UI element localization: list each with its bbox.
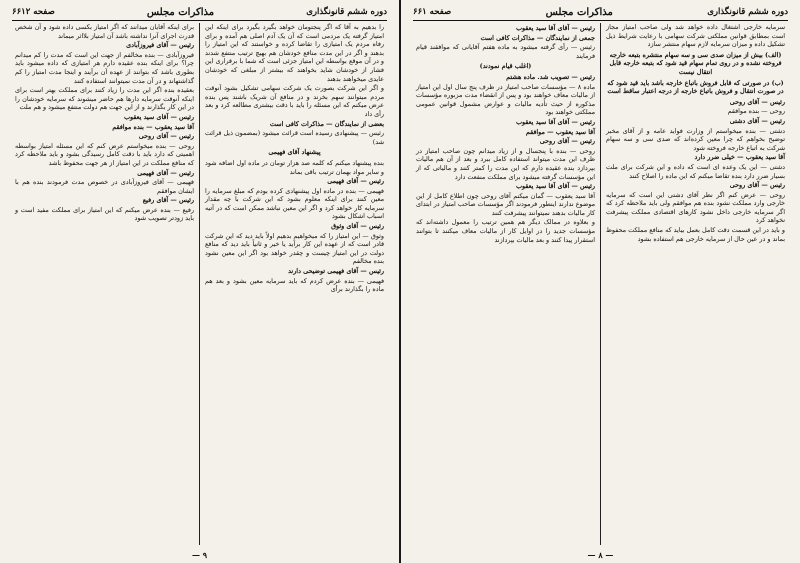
left-page-footer: ۹ — — [191, 550, 208, 560]
left-page-column-left — [10, 23, 200, 545]
transcript-paragraph: دشتی — این یک وعده ای است که داده و این شرکت برای ملت بسیار ضرر دارد بنده تقاضا میکنم که این ماده را اصلاح کنند — [606, 162, 785, 180]
transcript-paragraph: رئیس — آقای روحی — [138, 132, 194, 141]
transcript-paragraph: سرمایه خارجی اشتغال داده خواهد شد ولی صاحب امتیاز مجاز است بمطابق قوانین مملکتی شرکت سهامی با رعایت شرایط ذیل تشکیل داده و میزان سرمایه لازم سهام منتشر سازد — [606, 23, 785, 49]
transcript-paragraph: دشتی — بنده میخواستم از وزارت فواید عامه و از آقای مخبر توضیح بخواهم که چرا معین کرده‌اند که صدی سی و سه سهام شرکت به اتباع خارجه فروخته شود — [606, 126, 785, 152]
transcript-paragraph: رئیس — آقای روحی — [729, 97, 785, 106]
transcript-paragraph: رئیس — آقای فهیمی — [327, 177, 384, 186]
transcript-paragraph: (ب) در صورتی که قابل فروش باتباع خارجه باشد باید قید شود که در صورت انتقال و فروش باتباع خارجه از درجه اعتبار ساقط است — [607, 78, 784, 96]
transcript-paragraph: جمعی از نمایندگان — مذاکرات کافی است — [480, 33, 595, 42]
left-page — [0, 0, 399, 563]
transcript-paragraph: پیشنهاد آقای فهیمی — [268, 148, 321, 157]
right-page-session: دوره ششم قانونگذاری — [707, 7, 788, 17]
transcript-paragraph: روحی — بنده موافقم — [727, 107, 785, 116]
transcript-paragraph: فهیمی — آقای فیروزآبادی در خصوص مدت فرمودند بنده هم با ایشان موافقم — [15, 178, 194, 195]
transcript-paragraph: رئیس — آقای سید یعقوب — [123, 112, 194, 121]
transcript-paragraph: رئیس — آقای رفیع — [142, 196, 194, 205]
transcript-paragraph: بعضی از نمایندگان — مذاکرات کافی است — [269, 119, 384, 128]
transcript-paragraph: رئیس — تصویب شد. ماده هشتم — [506, 72, 595, 81]
transcript-paragraph: (اغلب قیام نمودند) — [479, 62, 532, 71]
left-page-columns — [10, 23, 389, 545]
transcript-paragraph: رئیس — آقای دشتی — [729, 116, 785, 125]
right-page-footer: — ۸ — — [587, 550, 614, 560]
right-page-title: مذاکرات مجلس — [545, 6, 613, 18]
left-page-session: دوره ششم قانونگذاری — [306, 7, 387, 17]
left-page-header — [12, 4, 387, 21]
right-page — [401, 0, 800, 563]
transcript-paragraph: رئیس — آقای وثوق — [331, 222, 384, 231]
transcript-paragraph: بعقیده بنده اگر این مدت را زیاد کنند برای مملکت بهتر است برای اینکه آنوقت سرمایه دارها هم حاضر میشوند که سرمایه خودشان را در این کار بگذارند و از این جهت هم دولت منتفع میشود و هم ملت — [15, 86, 194, 112]
transcript-paragraph: رئیس — آقای فهیمی توضیحی دارند — [288, 267, 384, 276]
left-page-column-right — [200, 23, 389, 545]
transcript-paragraph: رئیس — آقای فیروزآبادی — [126, 41, 194, 50]
right-page-columns — [411, 23, 790, 545]
transcript-paragraph: را بدهیم به آقا که اگر پنجتومان خواهد بگیرد بگیرد برای اینکه این امتیاز گرفته یک مردمی است که آن یک آدم اصلی هم آمده و برای رفاه مردم یک امتیازی را تقاضا کرده و خواستند که این امتیاز را بدهند و اگر در این مدت منافع خودشان هم بهیچ ترتیب منتفع شدند و در آن موقع بواسطه این امتیاز جزئی است که شما با برقراری این فشار از خودشان شاید بخواهند که بیشتر از مبلغی که خودشان عایدی میخواهند بدهند — [205, 23, 384, 83]
transcript-paragraph: آقا سید یعقوب — خیلی ضرر دارد — [694, 153, 785, 162]
transcript-paragraph: رفیع — بنده عرض میکنم که این امتیاز برای مملکت مفید است و باید زودتر تصویب شود — [15, 205, 194, 223]
transcript-paragraph: آقا سید یعقوب — گمان میکنم آقای روحی چون اطلاع کامل از این موضوع ندارند اینطور فرمودند اگر مؤسسات صاحب امتیاز در ابتدای کار مالیات بدهند نمیتوانند پیشرفت کنند — [416, 191, 595, 217]
transcript-paragraph: روحی — بنده با پنجسال و از زیاد میدانم چون صاحب امتیاز در ظرف این مدت میتواند استفاده کامل ببرد و بعد از آن هم مالیات بپردازد بنده عقیده دارم که این مدت را کمتر کنند و مالیاتی که از این مؤسسات گرفته میشود برای مملکت منفعت دارد — [416, 146, 595, 181]
transcript-paragraph: فهیمی — بنده در ماده اول پیشنهادی کرده بودم که مبلغ سرمایه را معین کنند برای اینکه معلوم بشود که این شرکت با چه مقدار سرمایه کار خواهد کرد و اگر این معین نباشد ممکن است که در آتیه اسباب اشکال بشود — [205, 186, 384, 221]
transcript-paragraph: برای اینکه آقایان میدانند که اگر امتیاز بکسی داده شود و آن شخص قدرت اجرای آنرا نداشته باشد آن امتیاز بلااثر میماند — [15, 23, 194, 40]
transcript-paragraph: و اگر این شرکت بصورت یک شرکت سهامی تشکیل بشود آنوقت مردم میتوانند سهم بخرند و در منافع آن شریک باشند پس بنده عرض میکنم که این مسئله را باید با دقت بیشتری مطالعه کرد و بعد رأی داد — [205, 84, 384, 118]
right-page-header — [413, 4, 788, 21]
transcript-paragraph: رئیس — آقای فهیمی — [137, 168, 194, 177]
transcript-paragraph: آقا سید یعقوب — بنده موافقم — [112, 122, 194, 131]
transcript-paragraph: رئیس — آقای آقا سید یعقوب — [515, 117, 595, 126]
transcript-paragraph: رئیس — آقای آقا سید یعقوب — [515, 24, 595, 32]
left-page-title: مذاکرات مجلس — [146, 6, 215, 18]
transcript-paragraph: روحی — عرض کنم اگر نظر آقای دشتی این است که سرمایه خارجی وارد مملکت نشود بنده هم موافقم ولی باید ملاحظه کرد که اگر سرمایه خارجی داخل نشود کارهای اقتصادی مملکت پیشرفت نخواهد کرد — [606, 190, 785, 225]
right-page-column-left — [411, 23, 601, 545]
transcript-paragraph: بنده پیشنهاد میکنم که کلمه صد هزار تومان در ماده اول اضافه شود و سایر مواد بهمان ترتیب باقی بماند — [205, 158, 384, 176]
transcript-paragraph: ماده ۸ — مؤسسات صاحب امتیاز در ظرف پنج سال اول این امتیاز از مالیات معاف خواهند بود و پس از انقضاء مدت مزبوره مؤسسات مذکوره از حیث تأدیه مالیات و عوارض مشمول قوانین عمومی مملکتی خواهند بود — [416, 82, 595, 117]
transcript-paragraph: و باید در این قسمت دقت کامل بعمل بیاید که منافع مملکت محفوظ بماند و در عین حال از سرمایه خارجی هم استفاده بشود — [606, 226, 785, 243]
transcript-paragraph: رئیس — آقای آقا سید یعقوب — [515, 182, 595, 191]
transcript-paragraph: روحی — بنده میخواستم عرض کنم که این مسئله امتیاز بواسطه اهمیتی که دارد باید با دقت کامل رسیدگی بشود و باید ملاحظه کرد که منافع مملکت در این امتیاز از هر جهت محفوظ باشد — [15, 141, 194, 167]
transcript-paragraph: رئیس — آقای روحی — [729, 181, 785, 190]
right-page-column-right — [601, 23, 790, 545]
right-page-number: صفحه ۶۶۱ — [413, 7, 452, 17]
left-page-number: صفحه ۶۶۱۲ — [12, 7, 55, 17]
transcript-paragraph: (الف) بیش از میزان صدی سی و سه سهام منتشره بتبعه خارجه فروخته نشده و در روی تمام سهام قید شود که بتبعه خارجه قابل انتقال نیست — [609, 50, 782, 76]
transcript-paragraph: آقا سید یعقوب — موافقم — [525, 127, 595, 136]
transcript-paragraph: رئیس — رأی گرفته میشود به ماده هفتم آقایانی که موافقند قیام فرمایند — [416, 43, 595, 60]
transcript-paragraph: رئیس — پیشنهادی رسیده است قرائت میشود (بمضمون ذیل قرائت شد) — [205, 129, 384, 146]
transcript-paragraph: رئیس — آقای روحی — [539, 137, 595, 146]
transcript-paragraph: فهیمی — بنده عرض کردم که باید سرمایه معین بشود و بعد هم ماده را بگذارند برأی — [205, 276, 384, 294]
transcript-paragraph: وثوق — این امتیاز را که میخواهیم بدهیم اولاً باید دید که این شرکت قادر است که از عهده این کار برآید یا خیر و ثانیاً باید دید که منافع دولت در این امتیاز چیست و چقدر خواهد بود اگر این معین نشود بنده مخالفم — [205, 231, 384, 266]
transcript-paragraph: و بعلاوه در ممالک دیگر هم همین ترتیب را معمول داشته‌اند که مؤسسات جدید را در اوایل کار از مالیات معاف میکنند تا بتوانند استقرار پیدا کنند و بعد مالیات بپردازند — [416, 218, 595, 244]
transcript-paragraph: فیروزآبادی — بنده مخالفم از جهت این است که مدت را کم میدانم چرا؟ برای اینکه بنده عقیده دارم هر امتیازی که داده میشود باید بطوری باشد که بتوانند از عهده آن برآیند و اینجا مدت امتیاز را کم گذاشتهاند و در آن مدت نمیتوانند استفاده کنند — [15, 50, 194, 85]
